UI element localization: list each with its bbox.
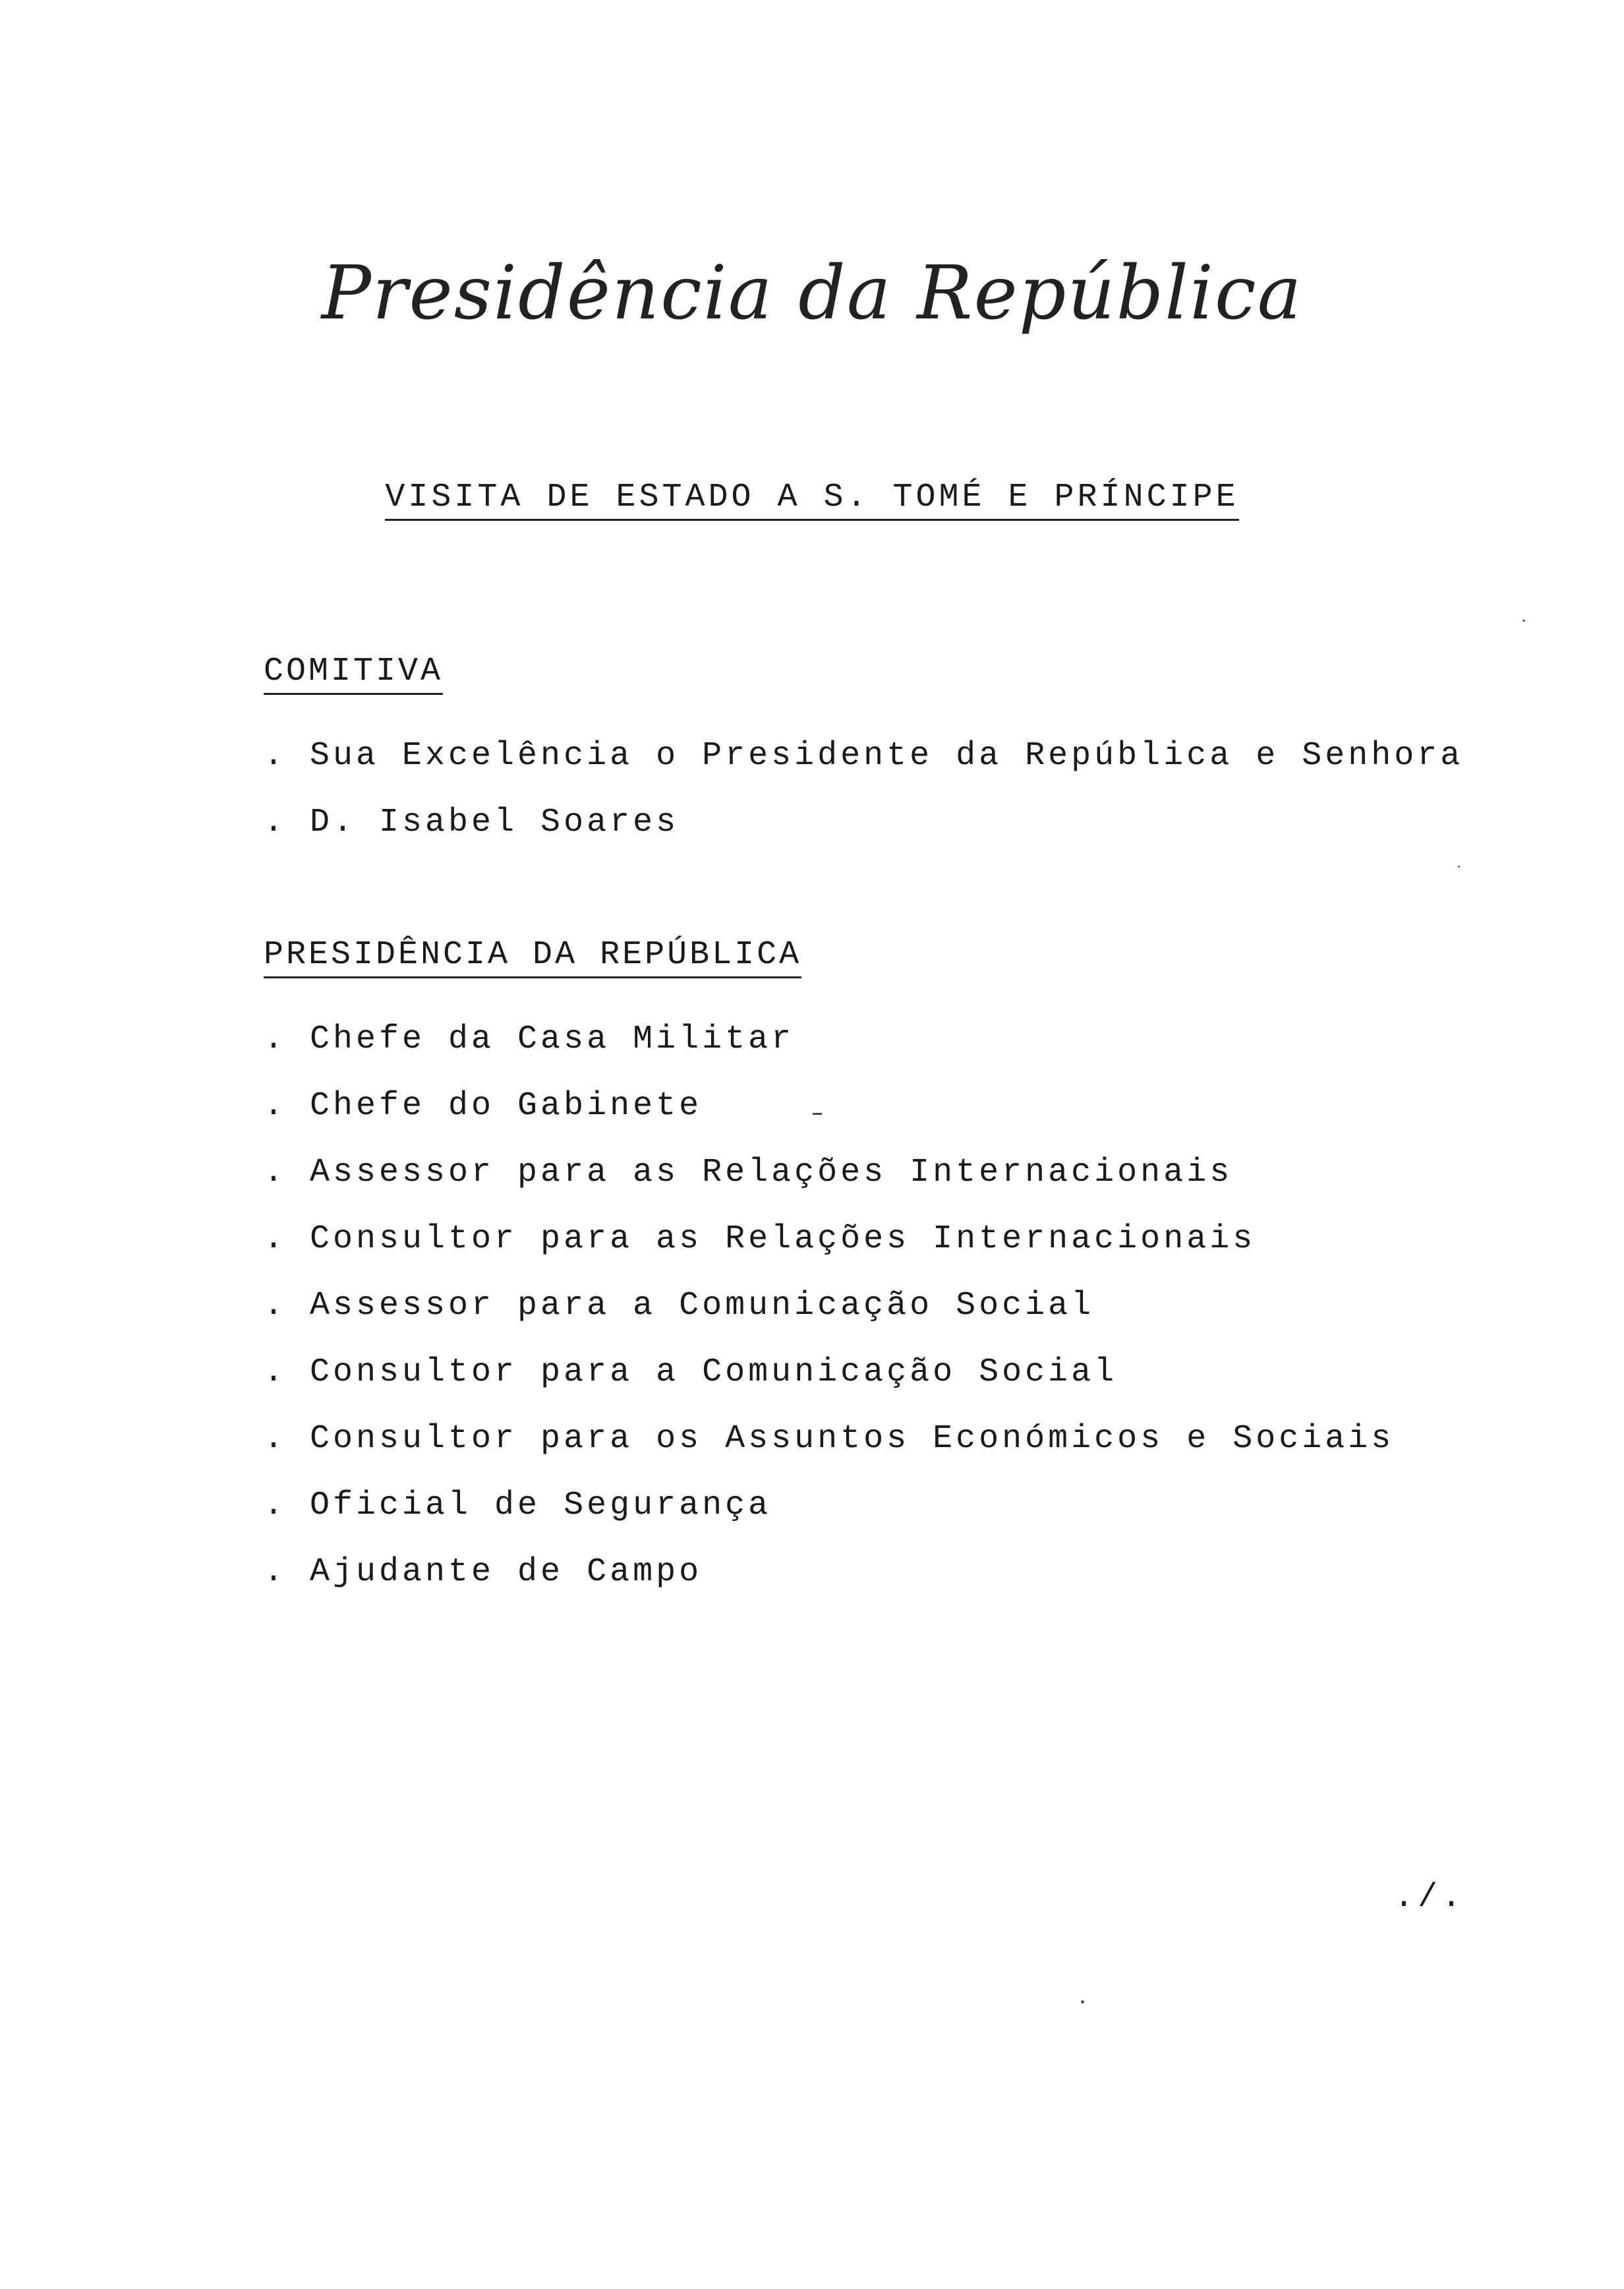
list-item: . Chefe do Gabinete: [264, 1087, 703, 1125]
list-item: . Assessor para as Relações Internacionais: [264, 1154, 1233, 1191]
list-item: . Sua Excelência o Presidente da República e Senhora: [264, 737, 1464, 775]
stray-mark: [813, 1113, 822, 1115]
list-item: . D. Isabel Soares: [264, 804, 680, 841]
presidencia-list: [264, 1021, 1394, 1620]
document-title-text: VISITA DE ESTADO A S. TOMÉ E PRÍNCIPE: [385, 479, 1238, 521]
paper-speck: [1522, 620, 1525, 622]
list-item: . Consultor para os Assuntos Económicos e Sociais: [264, 1420, 1395, 1458]
list-item: . Consultor para a Comunicação Social: [264, 1353, 1118, 1391]
document-title: [0, 479, 1624, 516]
paper-speck: [1458, 866, 1460, 868]
section-heading-comitiva-text: COMITIVA: [264, 653, 443, 695]
comitiva-list: [264, 737, 1463, 870]
list-item: . Oficial de Segurança: [264, 1487, 772, 1524]
list-item: . Consultor para as Relações Internacionais: [264, 1220, 1256, 1258]
paper-speck: [1081, 2000, 1084, 2004]
list-item: . Chefe da Casa Militar: [264, 1021, 795, 1058]
section-heading-comitiva: [264, 653, 443, 690]
list-item: . Ajudante de Campo: [264, 1553, 703, 1591]
continuation-mark: ./.: [1394, 1879, 1466, 1917]
letterhead-signature: Presidência da República: [321, 251, 1303, 336]
list-item: . Assessor para a Comunicação Social: [264, 1287, 1095, 1324]
section-heading-presidencia-text: PRESIDÊNCIA DA REPÚBLICA: [264, 936, 801, 978]
section-heading-presidencia: [264, 936, 801, 974]
